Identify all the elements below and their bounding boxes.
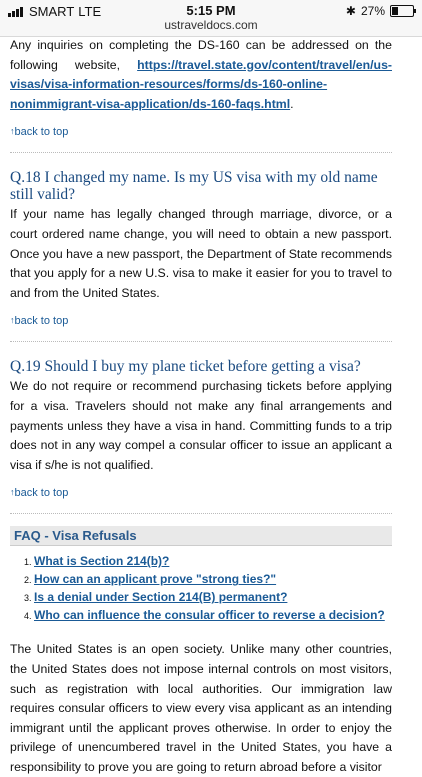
divider	[10, 513, 392, 514]
status-bar	[0, 0, 422, 37]
ds160-paragraph	[10, 36, 392, 114]
question-19-title: Q.19 Should I buy my plane ticket before getting a visa?	[10, 358, 361, 376]
back-to-top-label: back to top	[14, 315, 69, 328]
closing-paragraph: The United States is an open society. Unlike many other countries, the United States does not impose internal controls on most visitors, such as registration with local authorities. Our immigration law requires consular officers to view every visa applicant as an intending immigrant until the applicant proves otherwise. In order to enjoy the privilege of unencumbered travel in the United States, you have a responsibility to prove you are going to return abroad before a visitor	[10, 642, 392, 774]
faq-item	[34, 588, 392, 606]
faq-item	[34, 606, 392, 624]
faq-item	[34, 552, 392, 570]
battery-percent: 27%	[360, 4, 385, 18]
ds160-faq-link[interactable]: https://travel.state.gov/content/travel/en/us-visas/visa-information-resources/forms/ds-160-online-nonimmigrant-visa-application/ds-160-faqs.html	[10, 57, 392, 111]
up-arrow-icon: ↑	[10, 126, 15, 137]
clock: 5:15 PM	[186, 3, 236, 18]
back-to-top-link[interactable]	[10, 487, 392, 499]
divider	[10, 152, 392, 153]
divider	[10, 341, 392, 342]
up-arrow-icon: ↑	[10, 315, 15, 326]
faq-link-section-214b[interactable]: What is Section 214(b)?	[34, 554, 170, 569]
ds160-text: Any inquiries on completing the DS-160 can be addressed on the following website,	[10, 38, 392, 72]
faq-link-reverse-decision[interactable]: Who can influence the consular officer to reverse a decision?	[34, 608, 385, 623]
back-to-top-link[interactable]	[10, 126, 392, 138]
back-to-top-label: back to top	[14, 126, 69, 139]
address-bar-url[interactable]: ustraveldocs.com	[164, 18, 258, 32]
back-to-top-label: back to top	[14, 487, 69, 500]
status-indicators	[346, 4, 414, 18]
carrier-name: SMART	[29, 4, 75, 19]
page-content	[10, 36, 392, 777]
faq-refusals-heading: FAQ - Visa Refusals	[10, 526, 392, 546]
battery-fill	[392, 7, 398, 15]
question-18-title: Q.18 I changed my name. Is my US visa with my old name still valid?	[10, 169, 378, 204]
faq-link-strong-ties[interactable]: How can an applicant prove "strong ties?"	[34, 572, 277, 587]
up-arrow-icon: ↑	[10, 487, 15, 498]
network-type: LTE	[78, 4, 102, 19]
faq-item	[34, 570, 392, 588]
faq-link-denial-permanent[interactable]: Is a denial under Section 214(B) permanent?	[34, 590, 288, 605]
question-18-answer: If your name has legally changed through marriage, divorce, or a court ordered name change, you will need to obtain a new passport. Once you have a new passport, the Department of State recommends that you apply for a new U.S. visa to make it easier for you to travel to and from the United States.	[10, 207, 392, 300]
bluetooth-icon: ✱	[345, 4, 356, 18]
battery-icon	[390, 5, 414, 17]
back-to-top-link[interactable]	[10, 315, 392, 327]
ds160-period: .	[290, 96, 294, 111]
faq-refusals-list	[10, 552, 392, 624]
question-19-answer: We do not require or recommend purchasing tickets before applying for a visa. Travelers should not make any final arrangements and payments unless they have a visa in hand. Committing funds to a trip does not in any way compel a consular officer to issue an applicant a visa if s/he is not qualified.	[10, 379, 392, 472]
